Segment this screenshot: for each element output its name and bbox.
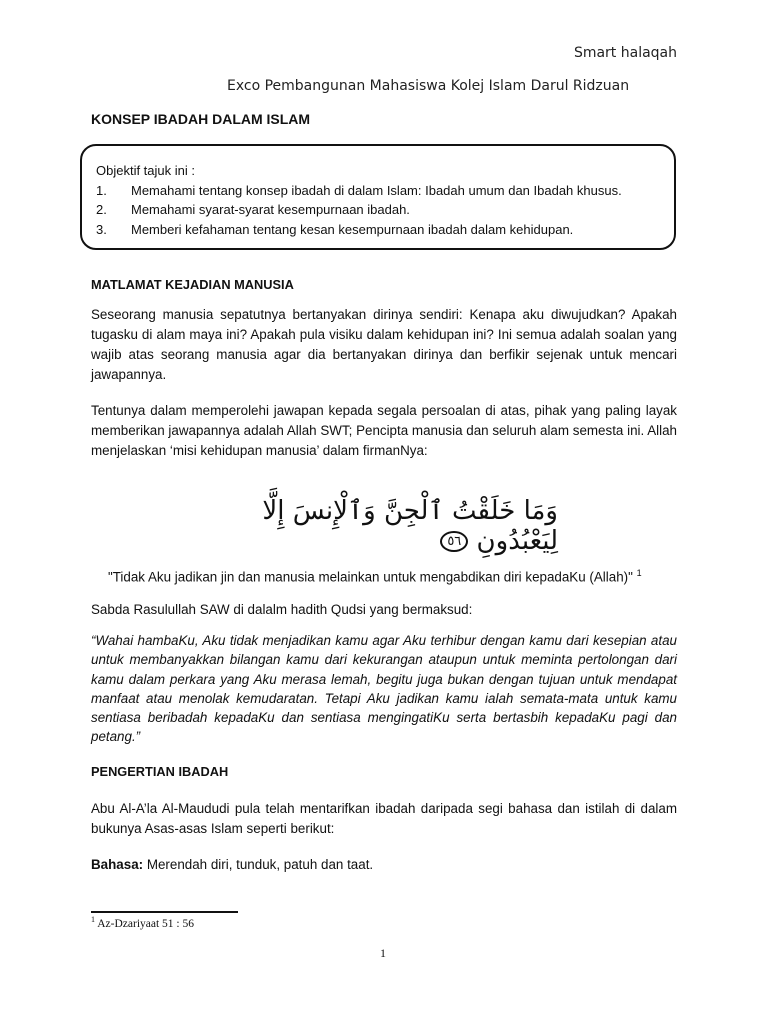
translation-text: "Tidak Aku jadikan jin dan manusia melainkan untuk mengabdikan diri kepadaKu (Allah)" — [108, 569, 633, 585]
quran-verse-text: وَمَا خَلَقْتُ ٱلْجِنَّ وَٱلْإِنسَ إِلَّا لِيَعْبُدُونِ — [262, 496, 558, 556]
page-number: 1 — [380, 946, 386, 960]
ayah-number: ٥٦ — [447, 534, 462, 549]
ayah-number-marker — [440, 531, 468, 552]
objectives-intro: Objektif tajuk ini : — [96, 163, 195, 178]
objective-text: Memahami syarat-syarat kesempurnaan ibadah. — [131, 202, 410, 217]
paragraph: Abu Al-A’la Al-Maududi pula telah mentarifkan ibadah daripada segi bahasa dan istilah di dalam bukunya Asas-asas Islam seperti berikut: — [91, 801, 677, 836]
objective-text: Memahami tentang konsep ibadah di dalam Islam: Ibadah umum dan Ibadah khusus. — [131, 182, 622, 198]
objectives-box — [80, 144, 676, 250]
objective-number: 3. — [96, 221, 107, 237]
paragraph: Seseorang manusia sepatutnya bertanyakan dirinya sendiri: Kenapa aku diwujudkan? Apakah tugasku di alam maya ini? Apakah pula visiku dalam kehidupan ini? Ini semua adalah soalan yang wajib atas seorang manusia agar dia bertanyakan dirinya dan berfikir sejenak untuk mencari jawapannya. — [91, 307, 677, 382]
hadith-intro: Sabda Rasulullah SAW di dalalm hadith Qudsi yang bermaksud: — [91, 602, 473, 617]
header-center: Exco Pembangunan Mahasiswa Kolej Islam Darul Ridzuan — [227, 78, 630, 94]
bahasa-definition — [91, 855, 677, 875]
footnote — [91, 915, 194, 930]
verse-translation — [108, 568, 642, 584]
hadith-quote: “Wahai hambaKu, Aku tidak menjadikan kamu agar Aku terhibur dengan kamu dari kesepian atau untuk membanyakkan bilangan kamu dari kekurangan ataupun untuk meminta pertolongan dari kamu dalam perkara yang Aku merasa lemah, begitu juga bukan dengan tujuan untuk mendapat manfaat atau menolak kemudaratan. Tetapi Aku jadikan kamu ialah semata-mata untuk kamu sentiasa beribadah kepadaKu dan sentiasa mengingatiKu serta bertasbih kepadaKu pagi dan petang.” — [91, 633, 677, 745]
footnote-text: Az-Dzariyaat 51 : 56 — [95, 917, 194, 930]
objective-item — [96, 200, 666, 220]
section-heading-pengertian: PENGERTIAN IBADAH — [91, 764, 229, 779]
bahasa-label: Bahasa: — [91, 857, 144, 872]
header-right: Smart halaqah — [573, 45, 677, 61]
objective-item — [96, 220, 666, 240]
footnote-number: 1 — [91, 915, 95, 924]
section-heading-matlamat: MATLAMAT KEJADIAN MANUSIA — [91, 277, 294, 292]
objective-item — [96, 181, 666, 201]
footnote-separator — [91, 911, 238, 913]
objective-number: 1. — [96, 182, 107, 198]
quran-verse — [258, 496, 558, 556]
paragraph: Tentunya dalam memperolehi jawapan kepada segala persoalan di atas, pihak yang paling layak memberikan jawapannya adalah Allah SWT; Pencipta manusia dan seluruh alam semesta ini. Allah menjelaskan ‘misi kehidupan manusia’ dalam firmanNya: — [91, 403, 677, 458]
bahasa-text: Merendah diri, tunduk, patuh dan taat. — [143, 857, 374, 872]
objective-text: Memberi kefahaman tentang kesan kesempurnaan ibadah dalam kehidupan. — [131, 221, 574, 237]
objective-number: 2. — [96, 202, 107, 217]
footnote-ref: 1 — [636, 568, 642, 578]
page-title: KONSEP IBADAH DALAM ISLAM — [91, 111, 311, 127]
